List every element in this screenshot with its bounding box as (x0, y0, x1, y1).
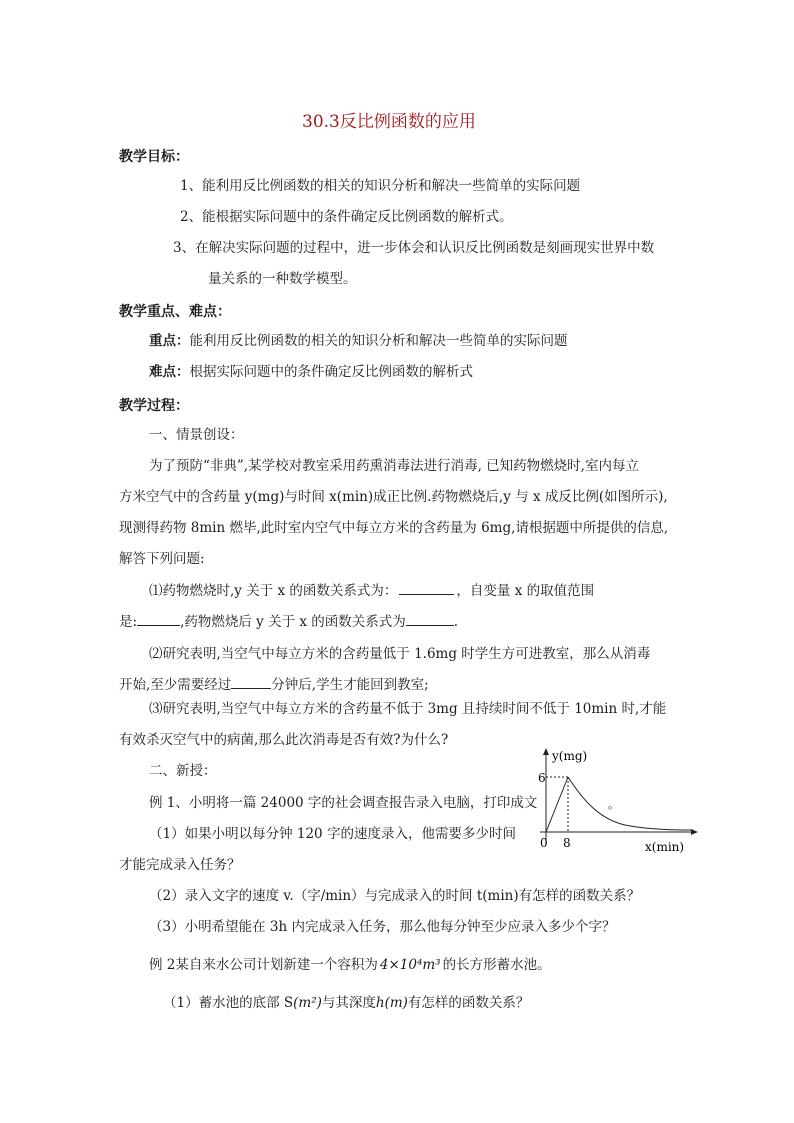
difficult-point (149, 363, 473, 381)
origin-label: 0 (540, 836, 548, 850)
section-2-heading: 二、新授： (149, 763, 217, 779)
example-1-q1-line-2: 才能完成录入任务？ (119, 857, 241, 873)
question-1-text-d: ,药物燃烧后 y 关于 x 的函数关系式为 (180, 614, 406, 630)
answer-blank-2 (137, 613, 180, 626)
key-point (149, 332, 568, 350)
example-2-q1 (163, 994, 529, 1012)
intro-line-1: 为了预防“非典”,某学校对教室采用药熏消毒法进行消毒, 已知药物燃烧时,室内每立 (149, 458, 639, 474)
section-1-heading: 一、情景创设： (149, 427, 244, 443)
example-1-q1-line-1: （1）如果小明以每分钟 120 字的速度录入，他需要多少时间 (149, 826, 516, 842)
question-1-text-c: 是: (119, 614, 138, 630)
goal-item-1: 1、能利用反比例函数的相关的知识分析和解决一些简单的实际问题 (180, 178, 581, 194)
area-unit: (m²) (293, 995, 322, 1011)
question-1-text-a: ⑴药物燃烧时,y 关于 x 的函数关系式为： (149, 583, 398, 599)
question-1-line-1 (149, 582, 594, 600)
difficult-label: 难点： (149, 364, 190, 380)
x-tick-label: 8 (563, 836, 571, 850)
goal-item-3-cont: 量关系的一种数学模型。 (208, 271, 357, 287)
example-2-q1-text-a: （1）蓄水池的底部 S (163, 995, 294, 1011)
y-axis (543, 748, 549, 845)
answer-blank-3 (406, 613, 454, 626)
example-2-text-b: 的长方形蓄水池。 (442, 957, 551, 973)
intro-line-4: 解答下列问题: (119, 551, 205, 567)
difficult-text: 根据实际问题中的条件确定反比例函数的解析式 (189, 364, 473, 380)
question-2-line-1: ⑵研究表明,当空气中每立方米的含药量低于 1.6mg 时学生方可进教室，那么从消毒 (149, 646, 651, 662)
intro-line-3: 现测得药物 8min 燃毕,此时室内空气中每立方米的含药量为 6mg,请根据题中所提供的信息, (119, 520, 669, 536)
function-graph (525, 745, 700, 857)
goal-item-2: 2、能根据实际问题中的条件确定反比例函数的解析式。 (180, 209, 513, 225)
y-axis-label: y(mg) (552, 749, 588, 763)
graph-dot: 。 (608, 798, 619, 811)
question-3-line-1: ⑶研究表明,当空气中每立方米的含药量不低于 3mg 且持续时间不低于 10min 时,才能 (149, 701, 667, 717)
volume-formula: 4×10⁴m³ (379, 957, 441, 973)
goals-heading: 教学目标： (119, 149, 189, 165)
question-3-line-2: 有效杀灭空气中的病菌,那么此次消毒是否有效?为什么? (119, 732, 449, 748)
depth-symbol: h(m) (375, 995, 408, 1011)
process-heading: 教学过程： (119, 398, 189, 414)
question-2-text-c: 分钟后,学生才能回到教室; (271, 677, 429, 693)
inverse-curve (568, 777, 693, 830)
answer-blank-4 (231, 676, 271, 689)
linear-segment (546, 777, 568, 832)
keypoints-heading: 教学重点、难点： (119, 304, 231, 320)
intro-line-2: 方米空气中的含药量 y(mg)与时间 x(min)成正比例.药物燃烧后,y 与 x 成反比例(如图所示), (119, 489, 668, 505)
page-title: 30.3反比例函数的应用 (302, 112, 476, 132)
key-label: 重点： (149, 333, 190, 349)
goal-item-3: 3、在解决实际问题的过程中，进一步体会和认识反比例函数是刻画现实世界中数 (173, 240, 655, 256)
y-tick-label: 6 (538, 771, 546, 785)
example-1-q3: （3）小明希望能在 3h 内完成录入任务，那么他每分钟至少应录入多少个字？ (149, 919, 616, 935)
question-1-text-e: . (453, 614, 459, 630)
example-1: 例 1、小明将一篇 24000 字的社会调查报告录入电脑，打印成文 (149, 795, 538, 811)
example-2-text-a: 例 2某自来水公司计划新建一个容积为 (149, 957, 378, 973)
x-axis-label: x(min) (645, 840, 685, 854)
example-2-q1-text-c: 有怎样的函数关系？ (407, 995, 530, 1011)
question-1-text-b: ，自变量 x 的取值范围 (456, 583, 595, 599)
answer-blank-1 (399, 582, 454, 595)
key-text: 能利用反比例函数的相关的知识分析和解决一些简单的实际问题 (189, 333, 568, 349)
example-2-q1-text-b: 与其深度 (321, 995, 376, 1011)
question-2-line-2 (119, 676, 429, 694)
example-2 (149, 956, 551, 974)
example-1-q2: （2）录入文字的速度 v.（字/min）与完成录入的时间 t(min)有怎样的函数关系？ (149, 888, 641, 904)
question-2-text-b: 开始,至少需要经过 (119, 677, 232, 693)
question-1-line-2 (119, 613, 458, 631)
